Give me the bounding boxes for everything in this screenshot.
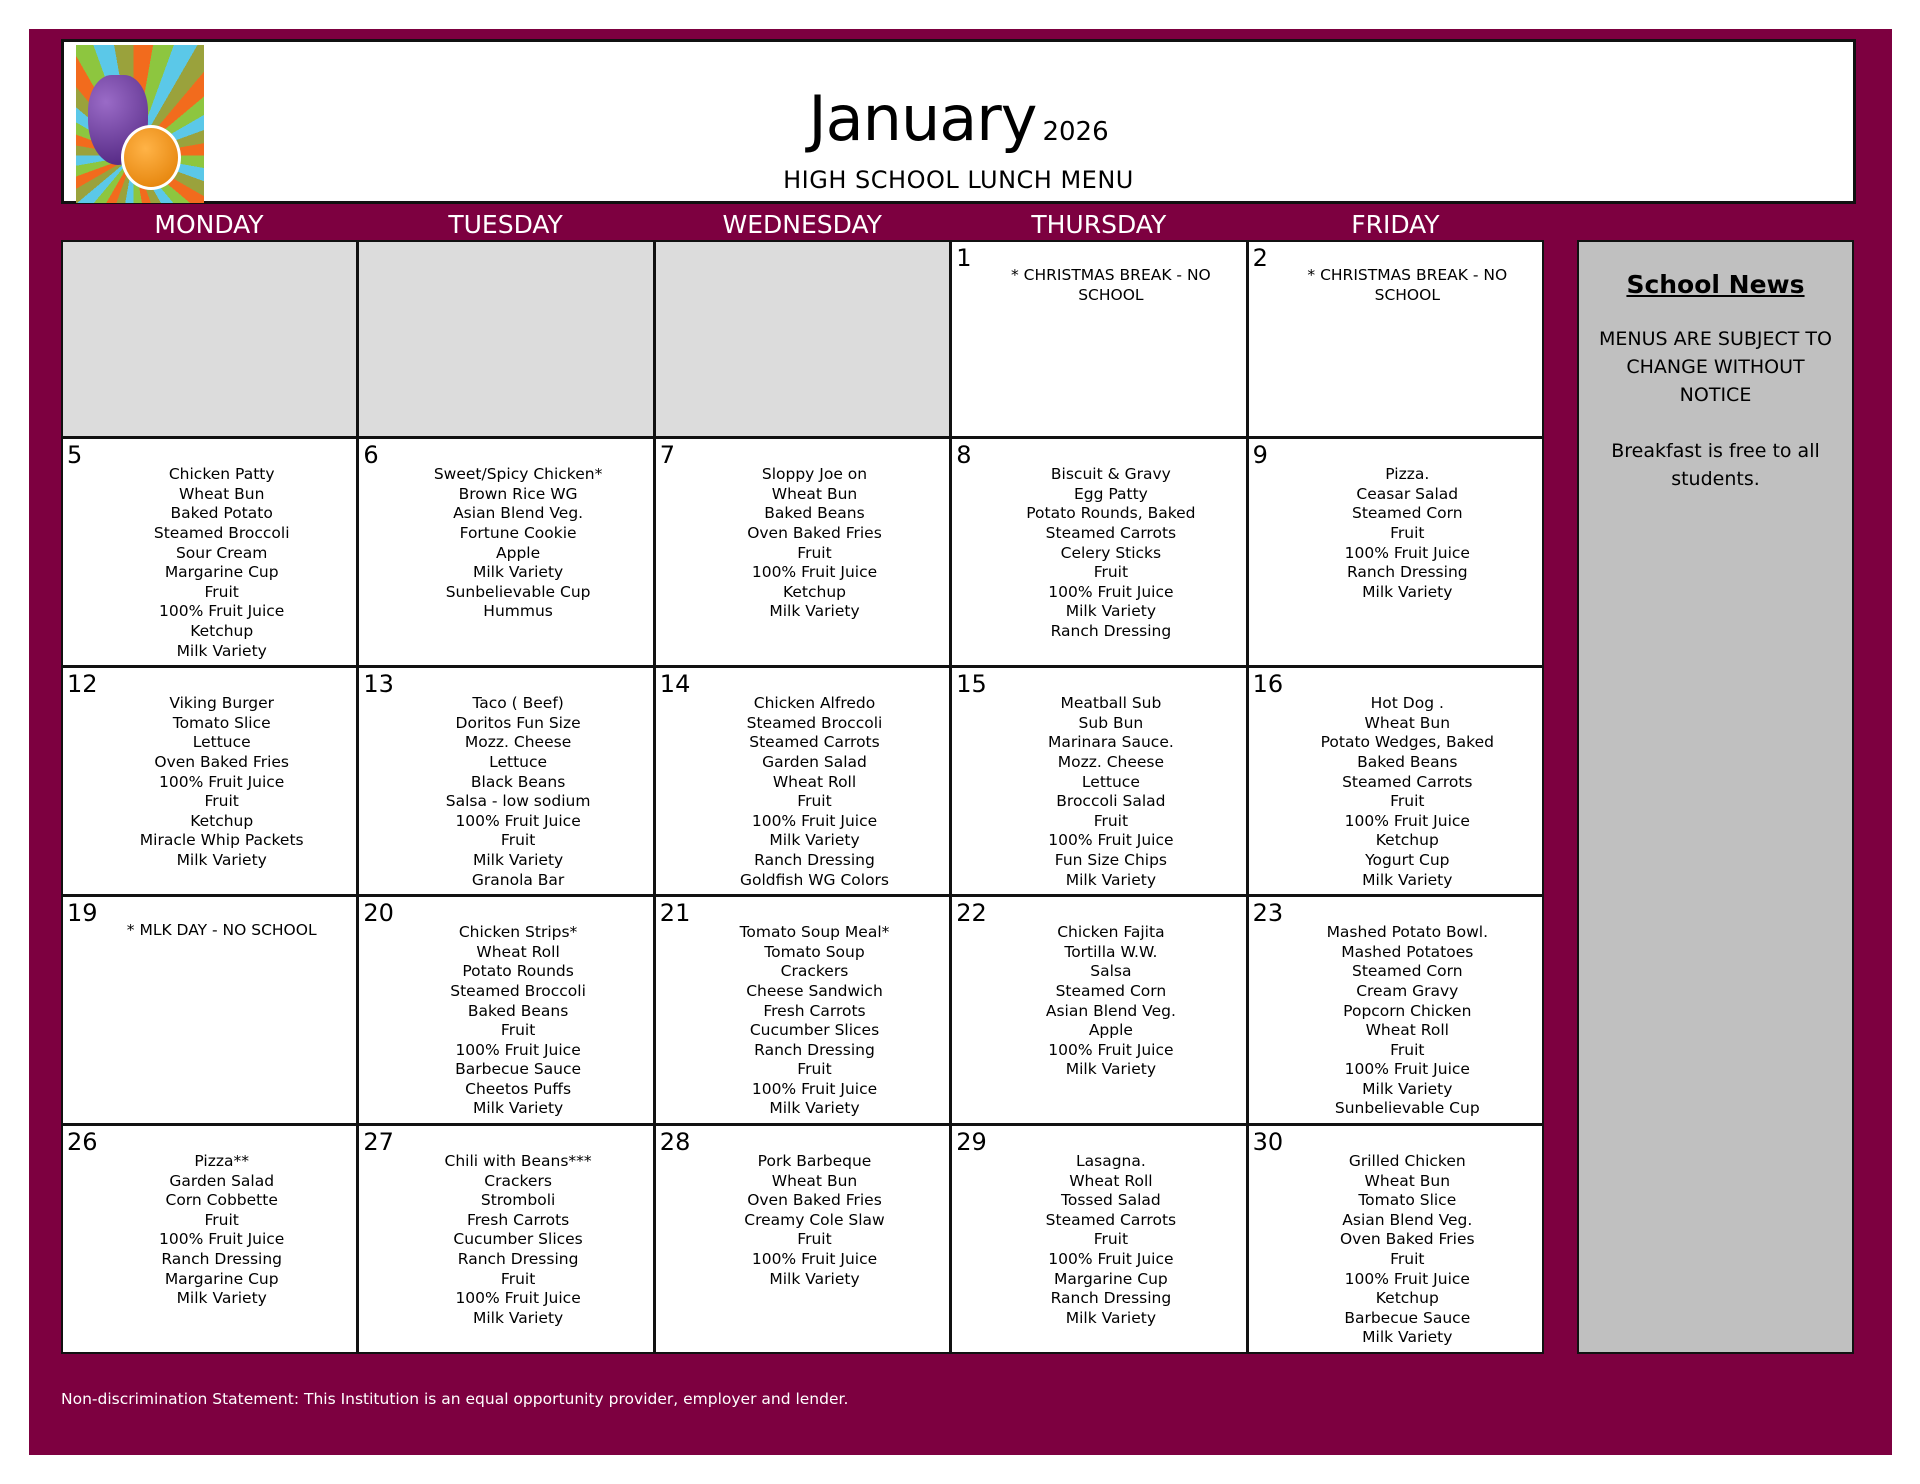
menu-item: Fruit [204,582,239,601]
menu-item: Fruit [797,792,832,811]
day-cell [656,439,949,665]
menu-item: Milk Variety [1362,1079,1453,1098]
menu-item: Sloppy Joe on [761,465,868,484]
day-cell [1249,242,1542,436]
menu-item: Barbecue Sauce [455,1060,582,1079]
menu-item: Black Beans [470,772,566,791]
menu-item: Steamed Carrots [1045,524,1177,543]
month: January [808,82,1037,155]
menu-item: Margarine Cup [164,563,279,582]
day-cell [359,897,652,1123]
menu-item: Wheat Bun [1364,1171,1451,1190]
menu-items [956,1152,1241,1328]
menu-item: Sub Bun [1078,713,1144,732]
menu-item: Stromboli [480,1191,556,1210]
menu-item: Wheat Roll [476,942,560,961]
menu-item: Ranch Dressing [161,1250,283,1269]
subtitle: HIGH SCHOOL LUNCH MENU [783,166,1134,194]
menu-item: Chicken Fajita [1057,923,1165,942]
day-cell [1249,897,1542,1123]
menu-item: Wheat Roll [772,772,857,791]
menu-item: Sunbelievable Cup [1334,1099,1480,1118]
menu-item: Corn Cobbette [165,1191,278,1210]
menu-item: Salsa - low sodium [445,792,591,811]
menu-item: Lettuce [489,752,548,771]
menu-item: Pork Barbeque [757,1152,872,1171]
closure-note: * CHRISTMAS BREAK - NO SCHOOL [1307,266,1508,304]
menu-item: Fun Size Chips [1054,850,1168,869]
news-paragraph: MENUS ARE SUBJECT TO CHANGE WITHOUT NOTICE [1599,328,1832,406]
menu-item: Asian Blend Veg. [1045,1001,1176,1020]
menu-item: Ketchup [1375,1289,1439,1308]
date-number: 6 [363,441,379,470]
menu-item: 100% Fruit Juice [751,563,878,582]
header [61,39,1856,204]
date-number: 5 [67,441,83,470]
menu-item: Steamed Carrots [749,733,880,752]
menu-item: Wheat Roll [1069,1171,1153,1190]
menu-item: Marinara Sauce. [1047,733,1174,752]
menu-item: Milk Variety [1065,602,1157,621]
date-number: 22 [956,899,987,928]
day-cell [359,439,652,665]
day-cell [63,1126,356,1352]
menu-item: Fresh Carrots [466,1210,570,1229]
menu-item: Fruit [500,1021,536,1040]
menu-item: Oven Baked Fries [747,1191,882,1210]
menu-item: Fruit [1093,811,1129,830]
menu-item: Potato Rounds [462,962,574,981]
menu-item: Mashed Potatoes [1341,942,1474,961]
menu-item: Cheese Sandwich [746,981,883,1000]
day-cell [952,668,1245,894]
menu-item: Cream Gravy [1356,981,1459,1000]
menu-item: Fruit [1390,524,1425,543]
menu-item: Fortune Cookie [459,524,577,543]
menu-item: Milk Variety [1362,1328,1453,1347]
menu-item: Broccoli Salad [1056,792,1166,811]
menu-item: Chili with Beans*** [444,1152,592,1171]
date-number: 19 [67,899,98,928]
menu-item: Brown Rice WG [458,484,578,503]
menu-item: 100% Fruit Juice [751,1079,878,1098]
menu-item: Tomato Soup Meal* [739,923,890,942]
menu-item: Mozz. Cheese [464,733,572,752]
menu-items [67,694,352,870]
menu-item: 100% Fruit Juice [751,811,878,830]
menu-item: Chicken Alfredo [753,694,876,713]
menu-item: Sunbelievable Cup [445,582,591,601]
menu-item: Taco ( Beef) [472,694,564,713]
menu-item: Ceasar Salad [1356,484,1459,503]
menu-item: 100% Fruit Juice [1048,1250,1174,1269]
menu-item: Milk Variety [1065,870,1157,889]
menu-item: Oven Baked Fries [747,524,882,543]
date-number: 20 [363,899,394,928]
menu-item: Egg Patty [1073,484,1148,503]
day-cell [1249,439,1542,665]
menu-item: Fruit [1093,1230,1129,1249]
menu-items [956,465,1241,641]
menu-item: Fruit [204,792,239,811]
day-cell [952,242,1245,436]
menu-items [67,1152,352,1309]
menu-item: Mashed Potato Bowl. [1326,923,1489,942]
menu-item: Milk Variety [176,641,267,660]
day-cell [63,439,356,665]
date-number: 28 [659,1128,691,1157]
date-number: 14 [659,670,691,699]
menu-item: 100% Fruit Juice [1048,582,1174,601]
menu-item: Fruit [204,1210,239,1229]
menu-item: Milk Variety [1362,870,1453,889]
date-number: 29 [956,1128,987,1157]
menu-item: Popcorn Chicken [1343,1001,1472,1020]
date-number: 26 [67,1128,98,1157]
menu-item: Fruit [797,543,832,562]
menu-item: Milk Variety [472,850,564,869]
menu-item: 100% Fruit Juice [1344,811,1470,830]
menu-items [363,694,648,890]
menu-item: Salsa [1090,962,1132,981]
day-cell [656,1126,949,1352]
day-cell [63,897,356,1123]
menu-item: Oven Baked Fries [1339,1230,1475,1249]
menu-items [363,465,648,622]
menu-item: Milk Variety [1362,582,1453,601]
menu-items [660,923,945,1119]
day-cell [656,668,949,894]
menu-item: Fresh Carrots [763,1001,866,1020]
menu-item: 100% Fruit Juice [1344,1060,1470,1079]
menu-item: Chicken Strips* [458,923,578,942]
menu-item: Wheat Roll [1365,1021,1449,1040]
day-header-tuesday: TUESDAY [448,210,563,239]
menu-item: 100% Fruit Juice [1048,831,1174,850]
menu-item: Ranch Dressing [1050,1289,1172,1308]
menu-items [363,923,648,1119]
date-number: 2 [1252,244,1268,272]
day-cell [952,439,1245,665]
menu-item: Creamy Cole Slaw [744,1210,885,1229]
date-number: 23 [1252,899,1284,928]
school-news-panel [1577,240,1854,1354]
menu-item: Fruit [500,831,536,850]
day-cell [63,668,356,894]
menu-item: Sweet/Spicy Chicken* [433,465,603,484]
date-number: 21 [659,899,691,928]
menu-item: Baked Potato [170,504,273,523]
menu-item: Baked Beans [764,504,865,523]
menu-item: Pizza. [1385,465,1430,484]
menu-item: Steamed Carrots [1045,1210,1177,1229]
day-cell [359,668,652,894]
closure-note: * MLK DAY - NO SCHOOL [126,921,317,940]
menu-item: Oven Baked Fries [154,752,289,771]
menu-item: 100% Fruit Juice [1048,1040,1174,1059]
menu-item: Lettuce [1081,772,1140,791]
empty-cell [359,242,652,436]
menu-item: Pizza** [194,1152,249,1171]
menu-item: Milk Variety [472,1099,564,1118]
date-number: 8 [956,441,972,470]
date-number: 9 [1252,441,1268,470]
menu-item: Ranch Dressing [457,1250,579,1269]
menu-item: 100% Fruit Juice [455,811,581,830]
menu-items [660,694,945,890]
menu-item: Granola Bar [471,870,565,889]
menu-item: Meatball Sub [1060,694,1162,713]
menu-item: Cheetos Puffs [465,1079,572,1098]
menu-item: Chicken Patty [168,465,275,484]
menu-item: Lasagna. [1075,1152,1146,1171]
day-cell [1249,1126,1542,1352]
menu-item: Wheat Bun [771,1171,858,1190]
menu-item: 100% Fruit Juice [159,602,285,621]
day-cell [952,897,1245,1123]
menu-item: Fruit [1390,792,1425,811]
menu-item: Yogurt Cup [1365,850,1450,869]
menu-item: Celery Sticks [1060,543,1162,562]
menu-items [1253,923,1538,1119]
date-number: 15 [956,670,987,699]
year: 2026 [1042,117,1109,147]
menu-item: Hummus [483,602,553,621]
date-number: 7 [659,441,676,470]
day-header-wednesday: WEDNESDAY [722,210,882,239]
menu-item: Potato Wedges, Baked [1320,733,1494,752]
menu-item: 100% Fruit Juice [455,1289,581,1308]
menu-item: Milk Variety [1065,1060,1157,1079]
menu-items [956,923,1241,1080]
menu-items [363,1152,648,1328]
menu-item: Ketchup [190,811,254,830]
menu-items [1253,465,1538,602]
menu-item: Tossed Salad [1061,1191,1161,1210]
menu-item: Fruit [500,1269,536,1288]
menu-item: Tomato Slice [1358,1191,1457,1210]
menu-items [660,465,945,622]
menu-item: Tomato Slice [172,713,271,732]
menu-items [67,465,352,661]
menu-item: Ranch Dressing [1050,622,1172,640]
menu-item: Hot Dog . [1370,694,1444,713]
menu-item: Goldfish WG Colors [739,870,890,889]
menu-item: Steamed Corn [1351,504,1463,523]
menu-item: Milk Variety [472,563,564,582]
menu-item: Asian Blend Veg. [453,504,584,523]
menu-items [956,694,1241,890]
menu-item: 100% Fruit Juice [1344,1269,1470,1288]
menu-item: Apple [496,543,541,562]
menu-item: 100% Fruit Juice [455,1040,581,1059]
menu-item: 100% Fruit Juice [159,772,285,791]
day-header-monday: MONDAY [154,210,264,239]
menu-item: Steamed Broccoli [153,524,290,543]
menu-item: Ketchup [1375,831,1439,850]
menu-item: Steamed Carrots [1342,772,1473,791]
menu-item: Asian Blend Veg. [1342,1210,1473,1229]
day-cell [952,1126,1245,1352]
menu-item: Ranch Dressing [754,850,875,869]
menu-item: Milk Variety [176,1289,267,1308]
menu-item: Fruit [1390,1250,1425,1269]
menu-item: Fruit [797,1060,832,1079]
menu-item: Crackers [780,962,849,981]
date-number: 27 [363,1128,394,1157]
menu-item: Wheat Bun [178,484,265,503]
day-header-thursday: THURSDAY [1031,210,1167,239]
menu-items [660,1152,945,1289]
news-paragraph: Breakfast is free to all students. [1611,440,1820,490]
menu-item: Apple [1088,1021,1133,1040]
day-header-friday: FRIDAY [1351,210,1440,239]
menu-item: Milk Variety [769,1269,860,1288]
menu-item: Viking Burger [169,694,275,713]
date-number: 1 [956,244,972,272]
menu-item: Cucumber Slices [453,1230,583,1249]
menu-item: Margarine Cup [1054,1269,1168,1288]
menu-item: Steamed Broccoli [746,713,883,732]
menu-item: Grilled Chicken [1348,1152,1466,1171]
date-number: 30 [1252,1128,1284,1157]
menu-item: Barbecue Sauce [1344,1308,1471,1327]
menu-item: Margarine Cup [164,1269,279,1288]
menu-item: Tomato Soup [764,942,865,961]
menu-item: Mozz. Cheese [1057,752,1165,771]
menu-item: Garden Salad [762,752,867,771]
day-cell [1249,668,1542,894]
menu-item: Ketchup [190,622,254,640]
page-title [64,82,1853,155]
menu-item: Ranch Dressing [1346,563,1468,582]
menu-item: Ketchup [782,582,846,601]
menu-item: Baked Beans [1357,752,1458,771]
menu-item: Steamed Corn [1351,962,1463,981]
menu-item: Milk Variety [769,602,860,621]
menu-item: Tortilla W.W. [1064,942,1158,961]
date-number: 16 [1252,670,1284,699]
menu-item: Potato Rounds, Baked [1026,504,1196,523]
menu-items [1253,1152,1538,1348]
menu-item: Wheat Bun [1364,713,1451,732]
menu-item: 100% Fruit Juice [1344,543,1470,562]
menu-item: Garden Salad [169,1171,275,1190]
menu-item: 100% Fruit Juice [751,1250,878,1269]
date-number: 12 [67,670,98,699]
menu-item: Fruit [1093,563,1129,582]
menu-item: Milk Variety [176,850,267,869]
menu-item: Crackers [484,1171,552,1190]
menu-item: 100% Fruit Juice [159,1230,285,1249]
calendar-grid [61,240,1544,1354]
closure-note: * CHRISTMAS BREAK - NO SCHOOL [1011,266,1211,304]
menu-item: Fruit [797,1230,832,1249]
day-cell [359,1126,652,1352]
empty-cell [63,242,356,436]
menu-item: Biscuit & Gravy [1050,465,1171,484]
day-cell [656,897,949,1123]
date-number: 13 [363,670,394,699]
menu-item: Baked Beans [467,1001,569,1020]
menu-item: Milk Variety [1065,1308,1157,1327]
menu-item: Cucumber Slices [749,1021,880,1040]
menu-item: Steamed Corn [1055,981,1167,1000]
menu-item: Milk Variety [472,1308,564,1327]
menu-item: Milk Variety [769,1099,860,1118]
menu-item: Steamed Broccoli [450,981,586,1000]
news-title: School News [1626,270,1805,299]
footer-statement: Non-discrimination Statement: This Institution is an equal opportunity provider, employer and lender. [61,1390,849,1408]
menu-item: Sour Cream [175,543,268,562]
empty-cell [656,242,949,436]
menu-item: Miracle Whip Packets [139,831,304,850]
menu-item: Ranch Dressing [754,1040,875,1059]
menu-item: Milk Variety [769,831,860,850]
menu-items [1253,694,1538,890]
menu-item: Wheat Bun [771,484,858,503]
menu-item: Fruit [1390,1040,1425,1059]
menu-item: Lettuce [192,733,251,752]
menu-item: Doritos Fun Size [455,713,581,732]
